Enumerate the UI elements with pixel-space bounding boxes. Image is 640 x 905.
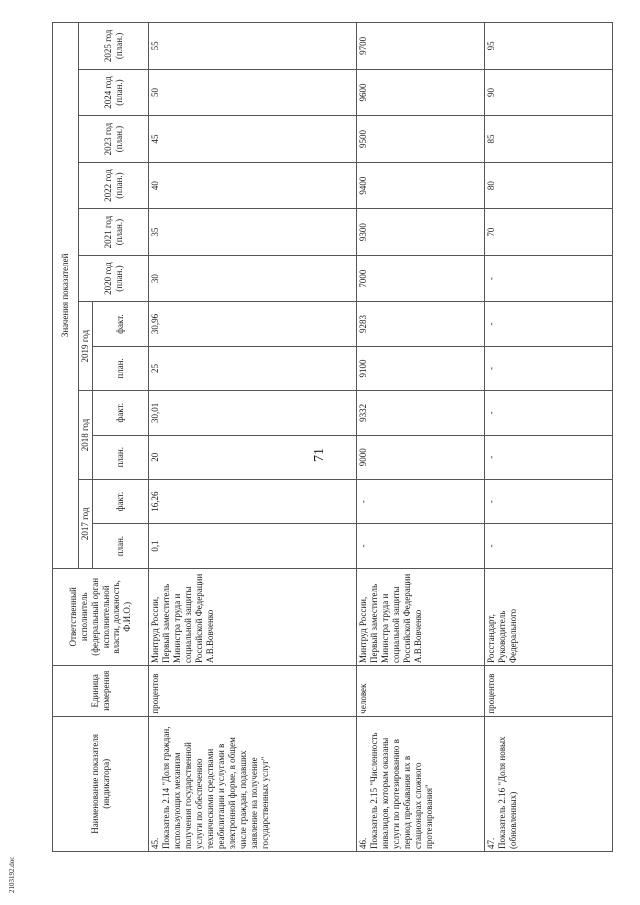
table-row bbox=[357, 23, 485, 852]
table-row bbox=[485, 23, 613, 852]
value-2018-plan: 9000 bbox=[357, 435, 485, 479]
document-code: 2103192.doc bbox=[8, 856, 16, 893]
value-2024: 90 bbox=[485, 69, 613, 116]
header-2018-plan: план. bbox=[93, 435, 149, 479]
indicator-name: Показатель 2.14 "Доля граждан, использующих механизм получения государственной услуги по обеспечению техническими средствами реабилитации и услугами в электронной форме, в общем числе граждан, подавших заявление на получение государственных услуг" bbox=[160, 726, 270, 849]
value-2017-plan: 0,1 bbox=[149, 524, 357, 568]
value-2018-fact: 9332 bbox=[357, 391, 485, 435]
row-number: 45. bbox=[150, 837, 160, 849]
header-values: Значения показателей bbox=[53, 23, 79, 569]
value-2017-fact: - bbox=[357, 479, 485, 523]
unit-cell: процентов bbox=[485, 665, 613, 716]
value-2019-plan: - bbox=[485, 346, 613, 390]
value-2024: 9600 bbox=[357, 69, 485, 116]
value-2022: 9400 bbox=[357, 162, 485, 209]
header-2018: 2018 год bbox=[79, 391, 93, 480]
header-2021: 2021 год (план.) bbox=[79, 209, 149, 256]
value-2025: 95 bbox=[485, 23, 613, 70]
indicator-name: Показатель 2.16 "Доля новых (обновленных) bbox=[496, 736, 518, 849]
value-2022: 40 bbox=[149, 162, 357, 209]
value-2021: 35 bbox=[149, 209, 357, 256]
value-2021: 70 bbox=[485, 209, 613, 256]
indicator-name-cell bbox=[357, 716, 485, 851]
value-2019-fact: 9283 bbox=[357, 302, 485, 346]
header-2019-plan: план. bbox=[93, 346, 149, 390]
value-2024: 50 bbox=[149, 69, 357, 116]
header-2022: 2022 год (план.) bbox=[79, 162, 149, 209]
value-2020: - bbox=[485, 255, 613, 302]
value-2019-fact: - bbox=[485, 302, 613, 346]
table-row bbox=[149, 23, 357, 852]
value-2018-plan: 20 bbox=[149, 435, 357, 479]
indicator-table bbox=[52, 22, 613, 852]
header-2024: 2024 год (план.) bbox=[79, 69, 149, 116]
header-2017: 2017 год bbox=[79, 479, 93, 568]
value-2022: 80 bbox=[485, 162, 613, 209]
header-unit: Единица измерения bbox=[53, 665, 149, 716]
value-2023: 9500 bbox=[357, 116, 485, 163]
unit-cell: человек bbox=[357, 665, 485, 716]
value-2018-fact: - bbox=[485, 391, 613, 435]
executor-cell: Минтруд России, Первый заместитель Министра труда и социальной защиты Российской Федерации А.В.Вовченко bbox=[149, 568, 357, 665]
executor-cell: Минтруд России, Первый заместитель Министра труда и социальной защиты Российской Федерации А.В.Вовченко bbox=[357, 568, 485, 665]
value-2017-plan: - bbox=[357, 524, 485, 568]
header-2017-plan: план. bbox=[93, 524, 149, 568]
value-2025: 9700 bbox=[357, 23, 485, 70]
value-2019-fact: 30,96 bbox=[149, 302, 357, 346]
value-2017-fact: 16,26 bbox=[149, 479, 357, 523]
value-2023: 45 bbox=[149, 116, 357, 163]
header-2017-fact: факт. bbox=[93, 479, 149, 523]
unit-cell: процентов bbox=[149, 665, 357, 716]
indicator-table-rotated bbox=[52, 22, 612, 852]
header-2025: 2025 год (план.) bbox=[79, 23, 149, 70]
header-2020: 2020 год (план.) bbox=[79, 255, 149, 302]
header-name: Наименование показателя (индикатора) bbox=[53, 716, 149, 851]
row-number: 47. bbox=[486, 837, 496, 849]
value-2025: 55 bbox=[149, 23, 357, 70]
value-2018-fact: 30,01 bbox=[149, 391, 357, 435]
header-2018-fact: факт. bbox=[93, 391, 149, 435]
indicator-name: Показатель 2.15 "Численность инвалидов, которым оказаны услуги по протезированию в период пребывания их в стационарах сложного протезирования" bbox=[368, 732, 434, 849]
indicator-name-cell bbox=[485, 716, 613, 851]
value-2017-fact: - bbox=[485, 479, 613, 523]
value-2020: 30 bbox=[149, 255, 357, 302]
value-2021: 9300 bbox=[357, 209, 485, 256]
value-2017-plan: - bbox=[485, 524, 613, 568]
value-2019-plan: 25 bbox=[149, 346, 357, 390]
row-number: 46. bbox=[358, 837, 368, 849]
executor-cell: Росстандарт, Руководитель Федерального bbox=[485, 568, 613, 665]
value-2018-plan: - bbox=[485, 435, 613, 479]
value-2020: 7000 bbox=[357, 255, 485, 302]
header-executor: Ответственный исполнитель (федеральный орган исполнительной власти, должность, Ф.И.О.) bbox=[53, 568, 149, 665]
indicator-name-cell bbox=[149, 716, 357, 851]
header-2019: 2019 год bbox=[79, 302, 93, 391]
value-2023: 85 bbox=[485, 116, 613, 163]
header-2023: 2023 год (план.) bbox=[79, 116, 149, 163]
value-2019-plan: 9100 bbox=[357, 346, 485, 390]
header-2019-fact: факт. bbox=[93, 302, 149, 346]
page-number: 71 bbox=[312, 448, 327, 462]
